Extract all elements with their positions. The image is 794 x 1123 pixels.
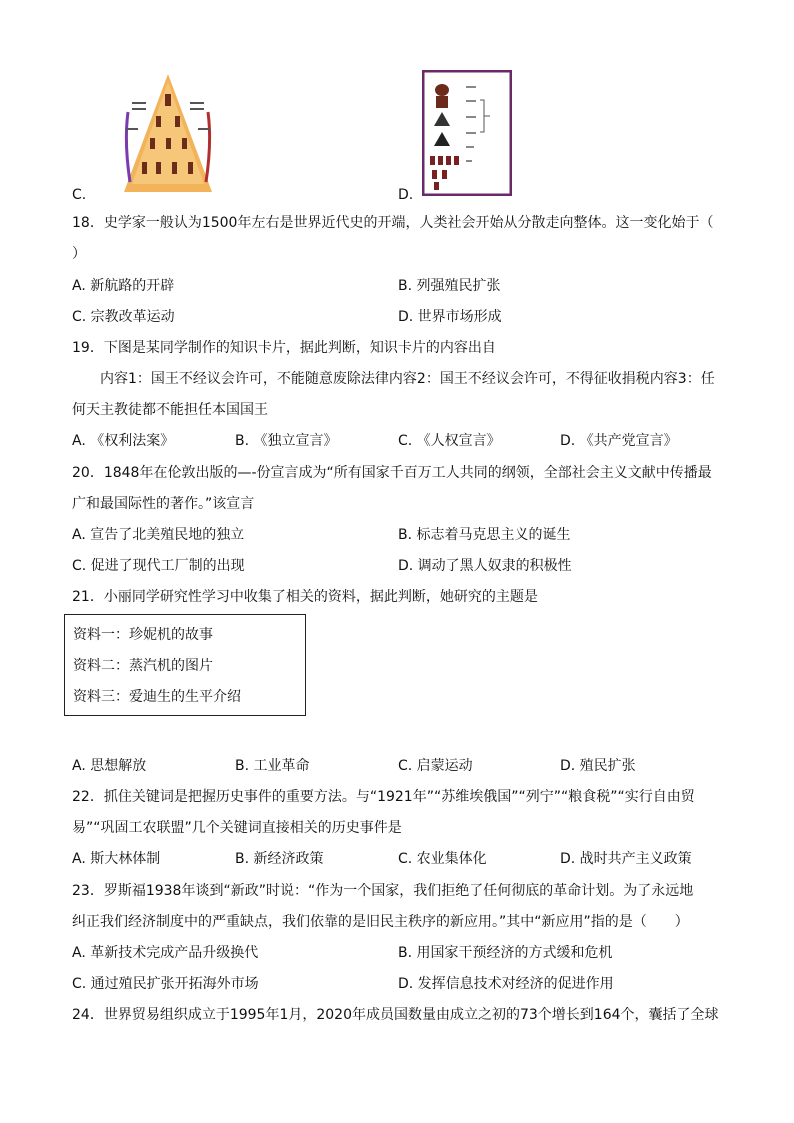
option-d-letter: D. — [398, 187, 414, 203]
q23-option-a: A. 革新技术完成产品升级换代 — [72, 945, 259, 961]
figure-d-hierarchy-image — [422, 70, 512, 196]
q23-option-c: C. 通过殖民扩张开拓海外市场 — [72, 976, 259, 992]
q23-stem-line1: 23．罗斯福1938年谈到“新政”时说：“作为一个国家，我们拒绝了任何彻底的革命计划。为了永远地 — [72, 883, 694, 899]
q22-option-b: B. 新经济政策 — [235, 851, 324, 867]
q19-stem: 19．下图是某同学制作的知识卡片，据此判断，知识卡片的内容出自 — [72, 340, 496, 356]
q21-option-d: D. 殖民扩张 — [560, 758, 636, 774]
q20-option-b: B. 标志着马克思主义的诞生 — [398, 527, 571, 543]
q21-option-a: A. 思想解放 — [72, 758, 147, 774]
q19-option-d: D. 《共产党宣言》 — [560, 433, 678, 449]
q21-option-c: C. 启蒙运动 — [398, 758, 473, 774]
q20-stem-line1: 20．1848年在伦敦出版的—-份宣言成为“所有国家千百万工人共同的纲领，全部社会主义文献中传播最 — [72, 465, 712, 481]
q19-content-line2: 何天主教徒都不能担任本国国王 — [72, 402, 268, 418]
option-c-letter: C. — [72, 187, 87, 203]
q21-materials-box — [64, 614, 306, 716]
q18-option-c: C. 宗教改革运动 — [72, 309, 175, 325]
q20-option-c: C. 促进了现代工厂制的出现 — [72, 558, 245, 574]
q19-option-c: C. 《人权宣言》 — [398, 433, 501, 449]
q18-option-a: A. 新航路的开辟 — [72, 278, 175, 294]
q18-stem-line2: ） — [72, 246, 86, 262]
q19-content-line1: 内容1：国王不经议会许可，不能随意废除法律内容2：国王不经议会许可，不得征收捐税内容3：任 — [100, 371, 715, 387]
q23-stem-line2: 纠正我们经济制度中的严重缺点，我们依靠的是旧民主秩序的新应用。”其中“新应用”指的是（ ） — [72, 914, 689, 930]
q24-stem-line1: 24．世界贸易组织成立于1995年1月，2020年成员国数量由成立之初的73个增长到164个，囊括了全球 — [72, 1007, 719, 1023]
q20-option-a: A. 宣告了北美殖民地的独立 — [72, 527, 245, 543]
q18-stem-line1: 18．史学家一般认为1500年左右是世界近代史的开端，人类社会开始从分散走向整体。这一变化始于（ — [72, 215, 714, 231]
q21-material-2: 资料二：蒸汽机的图片 — [73, 658, 213, 674]
q21-option-b: B. 工业革命 — [235, 758, 310, 774]
q18-option-d: D. 世界市场形成 — [398, 309, 502, 325]
q22-stem-line2: 易”“巩固工农联盟”几个关键词直接相关的历史事件是 — [72, 820, 402, 836]
q18-option-b: B. 列强殖民扩张 — [398, 278, 501, 294]
q23-option-d: D. 发挥信息技术对经济的促进作用 — [398, 976, 614, 992]
q22-option-a: A. 斯大林体制 — [72, 851, 161, 867]
q22-option-c: C. 农业集体化 — [398, 851, 487, 867]
q22-option-d: D. 战时共产主义政策 — [560, 851, 692, 867]
q19-option-a: A. 《权利法案》 — [72, 433, 175, 449]
q22-stem-line1: 22．抓住关键词是把握历史事件的重要方法。与“1921年”“苏维埃俄国”“列宁”“粮食税”“实行自由贸 — [72, 789, 695, 805]
q21-material-3: 资料三：爱迪生的生平介绍 — [73, 689, 241, 705]
q20-option-d: D. 调动了黑人奴隶的积极性 — [398, 558, 572, 574]
figure-c-pyramid-image — [122, 72, 214, 194]
q23-option-b: B. 用国家干预经济的方式缓和危机 — [398, 945, 613, 961]
q21-stem: 21．小丽同学研究性学习中收集了相关的资料，据此判断，她研究的主题是 — [72, 589, 538, 605]
q21-material-1: 资料一：珍妮机的故事 — [73, 627, 213, 643]
q19-option-b: B. 《独立宣言》 — [235, 433, 338, 449]
q20-stem-line2: 广和最国际性的著作。”该宣言 — [72, 496, 255, 512]
